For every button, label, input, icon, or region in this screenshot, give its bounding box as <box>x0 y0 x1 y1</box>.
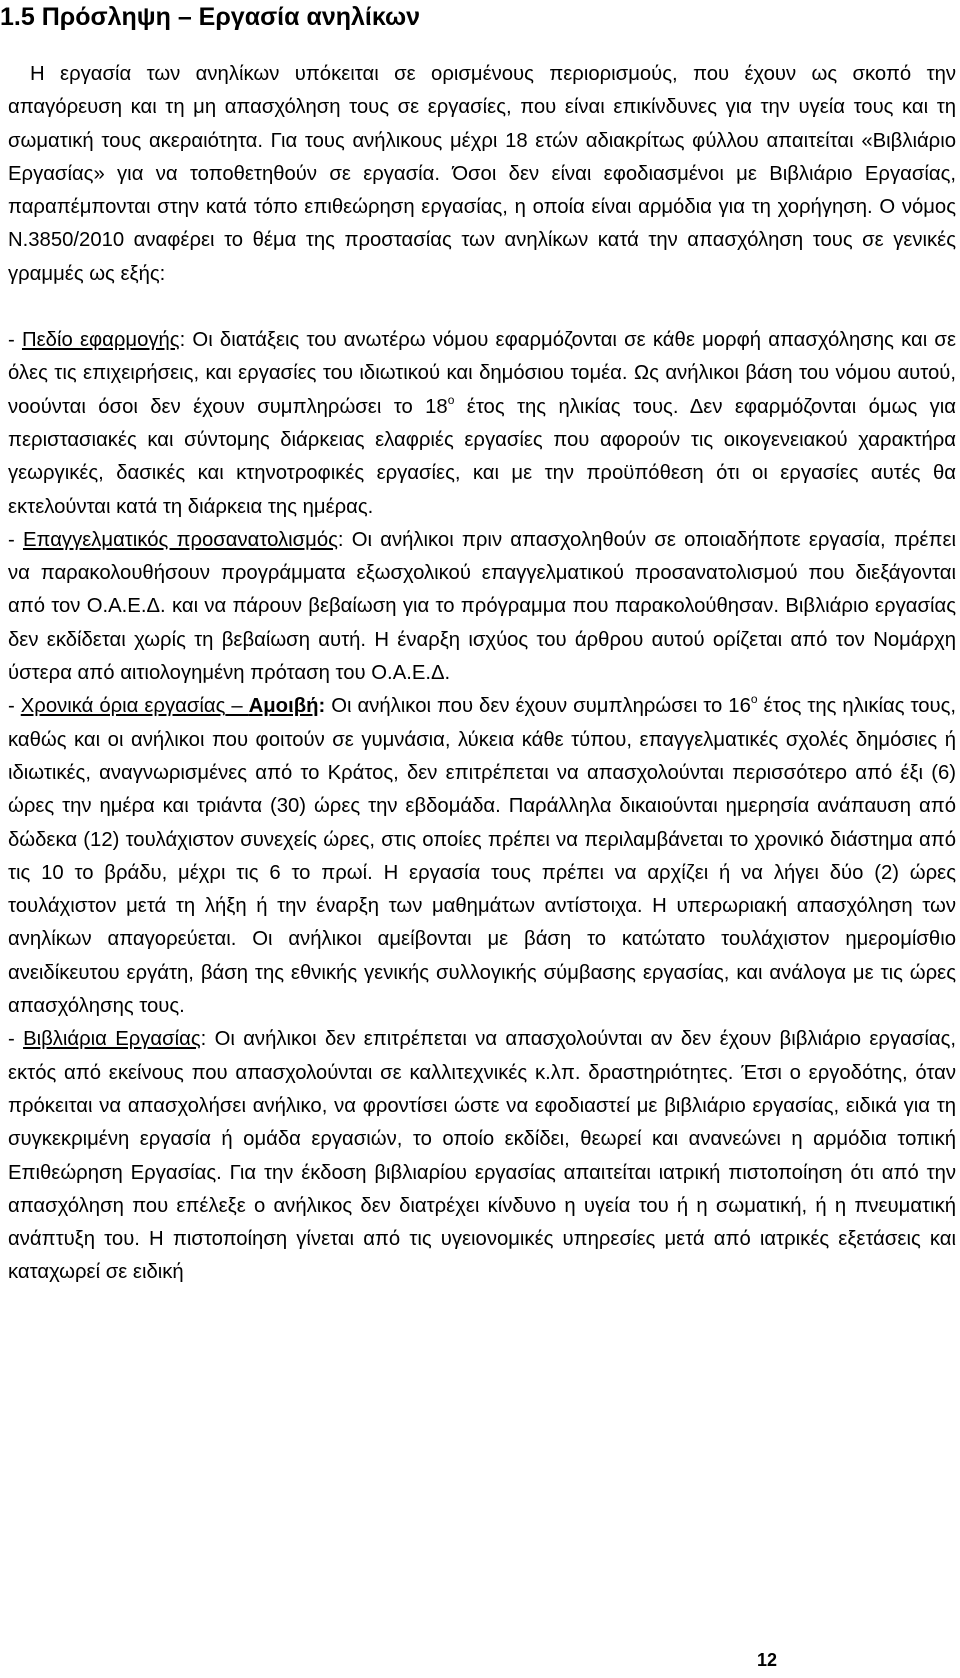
scope-text: Οι διατάξεις του ανωτέρω νόμου εφαρμόζονται σε κάθε μορφή απασχόλησης και σε όλες τις επιχειρήσεις, και εργασίες του ιδιωτικού και δημόσιου τομέα. Ως ανήλικοι βάση του νόμου αυτού, νοούνται όσοι δεν έχουν συμπληρώσει το 18 <box>8 329 956 418</box>
title-colon: : <box>200 1028 207 1051</box>
page-number: 12 <box>757 1650 778 1670</box>
title-colon: : <box>337 528 344 551</box>
title-separator: – <box>225 695 249 718</box>
working-hours-title: Χρονικά όρια εργασίας <box>20 695 226 718</box>
vocational-guidance-title: Επαγγελματικός προσανατολισμός <box>22 528 338 551</box>
working-hours-text: Οι ανήλικοι που δεν έχουν συμπληρώσει το 16 <box>325 695 751 718</box>
scope-text-continued: έτος της ηλικίας τους. Δεν εφαρμόζονται όμως για περιστασιακές και σύντομης διάρκειας ελαφριές εργασίες που αφορούν τις οικογενειακού χαρακτήρα γεωργικές, δασικές και κτηνοτροφικές εργασίες, και με την προϋπόθεση ότι οι εργασίες αυτές θα εκτελούνται κατά τη διάρκεια της ημέρας. <box>8 395 956 518</box>
ordinal-superscript: ο <box>447 392 455 407</box>
work-booklets-text: Οι ανήλικοι δεν επιτρέπεται να απασχολούνται αν δεν έχουν βιβλιάριο εργασίας, εκτός από εκείνους που απασχολούνται σε καλλιτεχνικές κ.λπ. δραστηριότητες. Έτσι ο εργοδότης, όταν πρόκειται να απασχολήσει ανήλικο, να φροντίσει ώστε να εφοδιαστεί με βιβλιάριο εργασίας, ειδικά για τη συγκεκριμένη εργασία ή ομάδα εργασιών, το οποίο εκδίδει, θεωρεί και ανανεώνει η αρμόδια τοπική Επιθεώρηση Εργασίας. Για την έκδοση βιβλιαρίου εργασίας απαιτείται ιατρική πιστοποίηση ότι από την απασχόληση που επέλεξε ο ανήλικος δεν διατρέχει κίνδυνο η υγεία του ή η σωματική, ή η πνευματική ανάπτυξη του. Η πιστοποίηση γίνεται από τις υγειονομικές υπηρεσίες μετά από ιατρικές εξετάσεις και καταχωρεί σε ειδική <box>8 1028 956 1284</box>
ordinal-superscript: ο <box>750 692 758 707</box>
scope-title: Πεδίο εφαρμογής <box>21 329 180 352</box>
list-dash: - <box>8 329 22 352</box>
title-colon: : <box>318 695 326 718</box>
list-dash: - <box>8 695 21 718</box>
section-heading: 1.5 Πρόσληψη – Εργασία ανηλίκων <box>0 3 420 31</box>
title-colon: : <box>179 329 186 352</box>
work-booklets-title: Βιβλιάρια Εργασίας <box>23 1028 201 1051</box>
vocational-guidance-paragraph <box>8 524 956 690</box>
scope-paragraph <box>8 324 956 524</box>
working-hours-text-continued: έτος της ηλικίας τους, καθώς και οι ανήλικοι που φοιτούν σε γυμνάσια, λύκεια κάθε τύπου, επαγγελματικές σχολές δημόσιες ή ιδιωτικές, αναγνωρισμένες από το Κράτος, δεν επιτρέπεται να απασχολούνται περισσότερο από έξι (6) ώρες την ημέρα και τριάντα (30) ώρες την εβδομάδα. Παράλληλα δικαιούνται ημερησία ανάπαυση από δώδεκα (12) τουλάχιστον συνεχείς ώρες, στις οποίες πρέπει να περιλαμβάνεται το χρονικό διάστημα από τις 10 το βράδυ, μέχρι τις 6 το πρωί. Η εργασία τους πρέπει να αρχίζει ή να λήγει δύο (2) ώρες τουλάχιστον μετά τη λήξη ή την έναρξη των μαθημάτων αντίστοιχα. Η υπερωριακή απασχόληση των ανηλίκων απαγορεύεται. Οι ανήλικοι αμείβονται με βάση το κατώτατο τουλάχιστον ημερομίσθιο ανειδίκευτου εργάτη, βάση της εθνικής γενικής συλλογικής σύμβασης εργασίας, και ανάλογα με τις ώρες απασχόλησης τους. <box>8 695 956 1018</box>
body-text <box>8 58 956 1290</box>
vocational-guidance-text: Οι ανήλικοι πριν απασχοληθούν σε οποιαδήποτε εργασία, πρέπει να παρακολουθήσουν προγράμματα εξωσχολικού επαγγελματικού προσανατολισμού που διεξάγονται από τον Ο.Α.Ε.Δ. και να πάρουν βεβαίωση για το πρόγραμμα που παρακολούθησαν. Βιβλιάριο εργασίας δεν εκδίδεται χωρίς τη βεβαίωση αυτή. Η έναρξη ισχύος του άρθρου αυτού ορίζεται από τον Νομάρχη ύστερα από αιτιολογημένη πρόταση του Ο.Α.Ε.Δ. <box>8 528 956 685</box>
intro-paragraph: Η εργασία των ανηλίκων υπόκειται σε ορισμένους περιορισμούς, που έχουν ως σκοπό την απαγόρευση και τη μη απασχόληση τους σε εργασίες, που είναι επικίνδυνες για την υγεία τους και τη σωματική τους ακεραιότητα. Για τους ανήλικους μέχρι 18 ετών αδιακρίτως φύλλου απαιτείται «Βιβλιάριο Εργασίας» για να τοποθετηθούν σε εργασία. Όσοι δεν είναι εφοδιασμένοι με Βιβλιάριο Εργασίας, παραπέμπονται στην κατά τόπο επιθεώρηση εργασίας, η οποία είναι αρμόδια για τη χορήγηση. Ο νόμος Ν.3850/2010 αναφέρει το θέμα της προστασίας των ανηλίκων κατά την απασχόληση τους σε γενικές γραμμές ως εξής: <box>8 63 956 285</box>
working-hours-paragraph <box>8 690 956 1023</box>
list-dash: - <box>8 1028 24 1051</box>
list-dash: - <box>8 528 23 551</box>
paragraph-spacer <box>8 291 956 324</box>
pay-title: Αμοιβή <box>248 695 319 718</box>
work-booklets-paragraph <box>8 1023 956 1289</box>
